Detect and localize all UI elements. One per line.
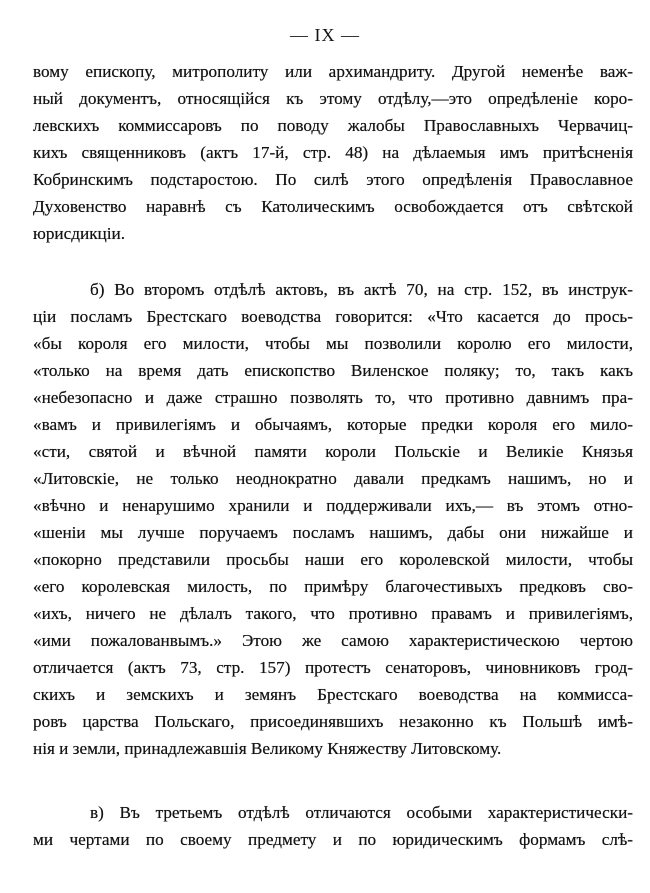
text-line: «покорно представили просьбы наши его королевской милости, чтобы <box>33 550 633 569</box>
text-line: юрисдикціи. <box>33 224 126 243</box>
text-line: «бы короля его милости, чтобы мы позволили королю его милости, <box>33 334 633 353</box>
text-line: ціи посламъ Брестскаго воеводства говорится: «Что касается до прось- <box>33 307 633 326</box>
text-line: «ихъ, ничего не дѣлалъ такого, что противно правамъ и привилегіямъ, <box>33 604 633 623</box>
text-line: б) Во второмъ отдѣлѣ актовъ, въ актѣ 70, на стр. 152, въ инструк- <box>90 280 633 299</box>
text-line: Кобринскимъ подстаростою. По силѣ этого опредѣленія Православное <box>33 170 633 189</box>
text-line: левскихъ коммиссаровъ по поводу жалобы Православныхъ Червачиц- <box>33 116 633 135</box>
text-line: ровъ царства Польскаго, присоединявшихъ незаконно къ Польшѣ имѣ- <box>33 712 633 731</box>
text-line: ми чертами по своему предмету и по юридическимъ формамъ слѣ- <box>33 830 633 849</box>
text-line: «ими пожалованвымъ.» Этою же самою характеристическою чертою <box>33 631 633 650</box>
text-line: «сти, святой и вѣчной памяти короли Польскіе и Великіе Князья <box>33 442 633 461</box>
paragraph-3 <box>33 799 633 853</box>
page-number: — IX — <box>290 25 360 45</box>
text-line: Духовенство наравнѣ съ Католическимъ освобождается отъ свѣтской <box>33 197 633 216</box>
text-line: скихъ и земскихъ и земянъ Брестскаго воеводства на коммисса- <box>33 685 633 704</box>
text-line: «его королевская милость, по примѣру благочестивыхъ предковъ сво- <box>33 577 633 596</box>
paragraph-1 <box>33 58 633 247</box>
text-line: «Литовскіе, не только неоднократно давали предкамъ нашимъ, но и <box>33 469 633 488</box>
text-line: в) Въ третьемъ отдѣлѣ отличаются особыми характеристически- <box>90 803 633 822</box>
text-line: кихъ священниковъ (актъ 17-й, стр. 48) на дѣлаемыя имъ притѣсненія <box>33 143 633 162</box>
text-line: «шеніи мы лучше поручаемъ посламъ нашимъ, дабы они нижайше и <box>33 523 633 542</box>
text-line: ный документъ, относящiйся къ этому отдѣлу,—это опредѣленіе коро- <box>33 89 633 108</box>
text-line: вому епископу, митрополиту или архимандриту. Другой неменѣе важ- <box>33 62 633 81</box>
text-line: «только на время дать епископство Виленское поляку; то, такъ какъ <box>33 361 633 380</box>
text-line: нія и земли, принадлежавшія Великому Княжеству Литовскому. <box>33 739 502 758</box>
paragraph-2 <box>33 276 633 762</box>
text-line: отличается (актъ 73, стр. 157) протестъ сенаторовъ, чиновниковъ грод- <box>33 658 633 677</box>
text-line: «вамъ и привилегіямъ и обычаямъ, которые предки короля его мило- <box>33 415 633 434</box>
text-line: «небезопасно и даже страшно позволять то, что противно давнимъ пра- <box>33 388 633 407</box>
text-line: «вѣчно и ненарушимо хранили и поддерживали ихъ,— въ этомъ отно- <box>33 496 633 515</box>
